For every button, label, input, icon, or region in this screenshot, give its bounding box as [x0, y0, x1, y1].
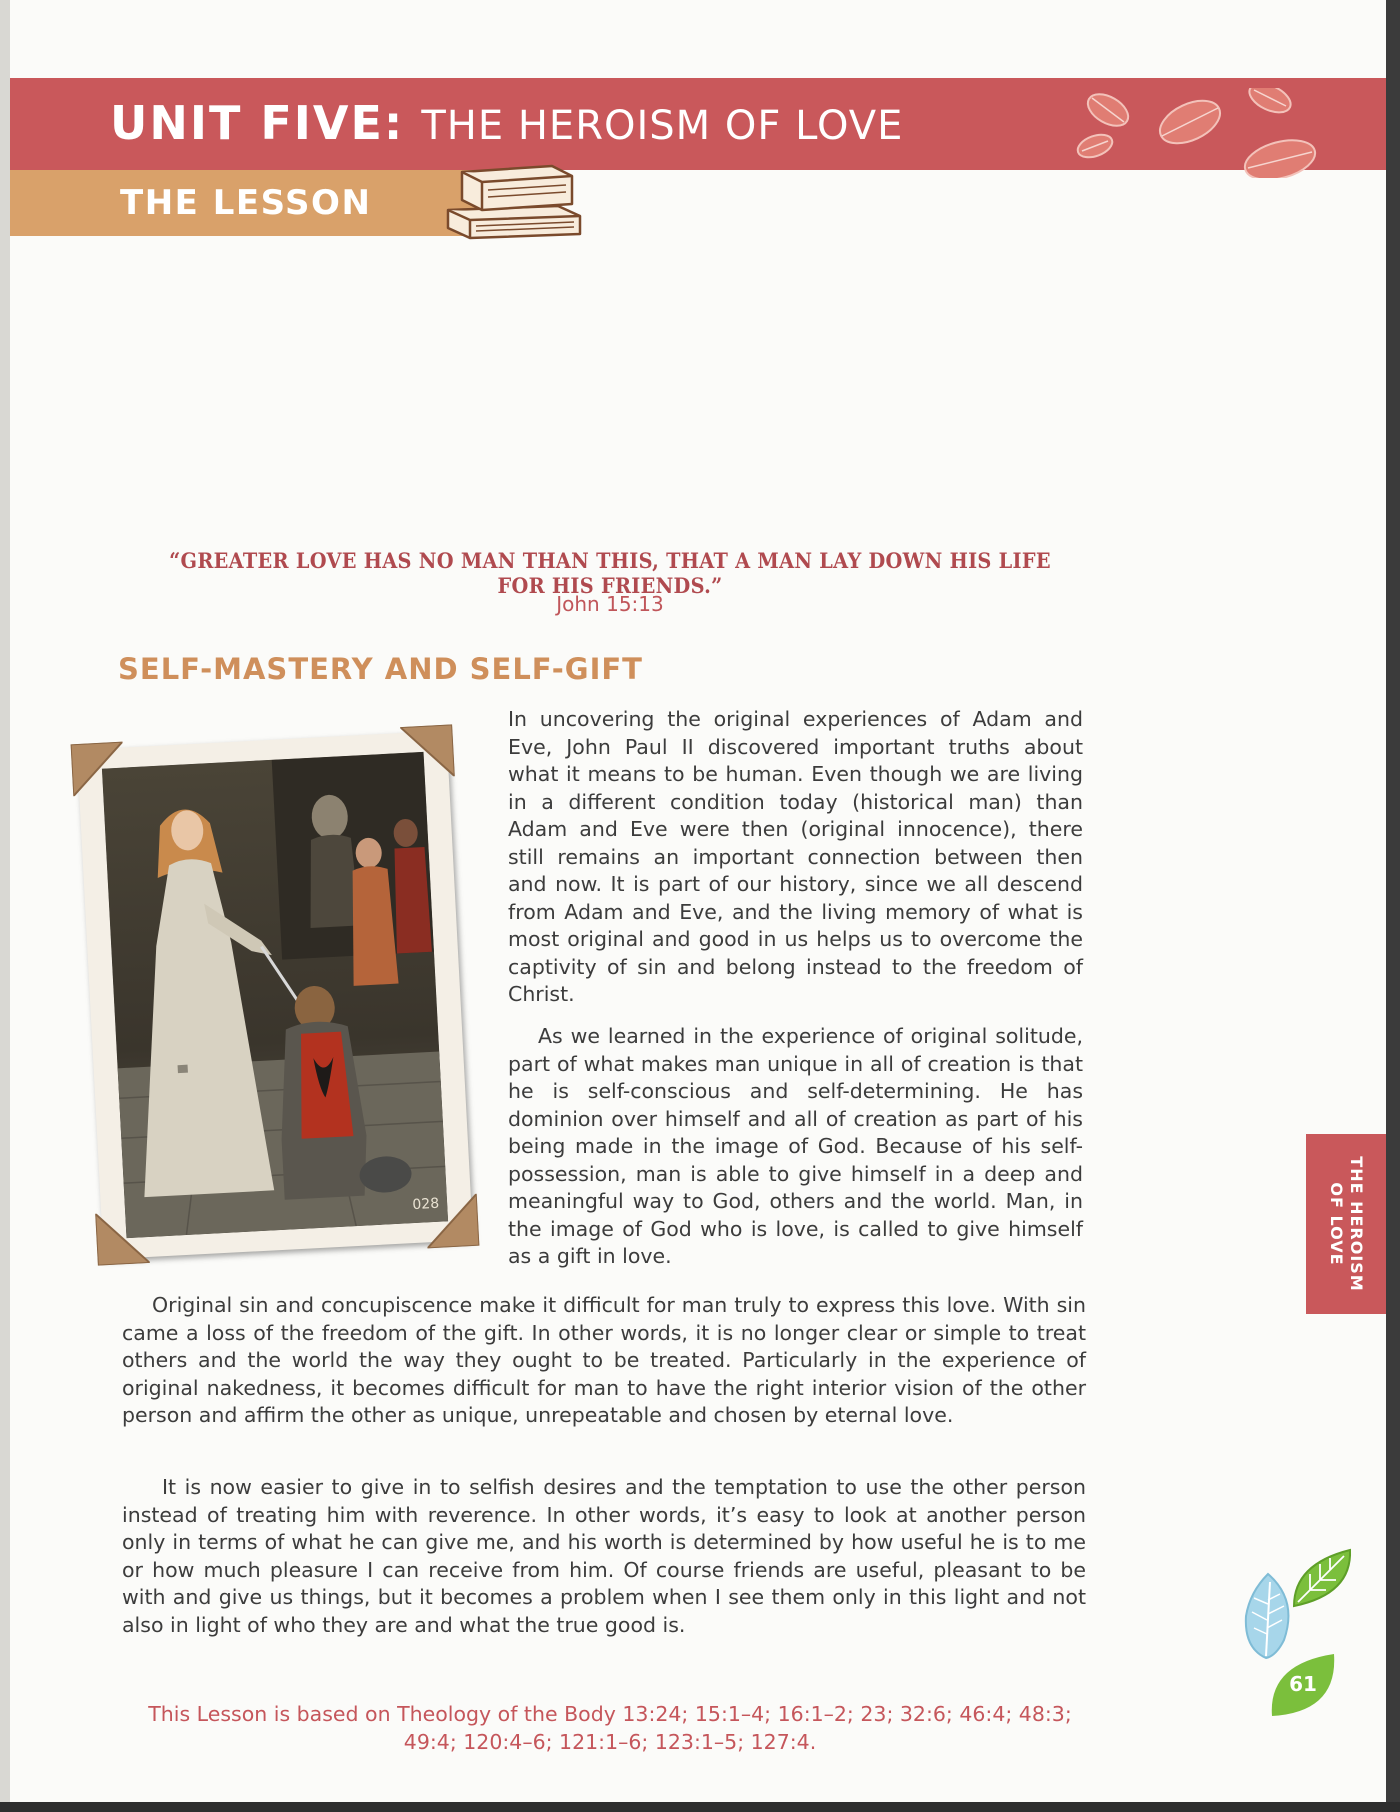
books-icon [440, 160, 590, 240]
green-leaf-icon [1290, 1546, 1354, 1610]
page-number: 61 [1289, 1672, 1317, 1696]
photo-corner-icon [400, 724, 455, 779]
photo-number: 028 [412, 1195, 440, 1214]
unit-label: UNIT FIVE: [110, 96, 405, 150]
photo-corner-icon [425, 1194, 480, 1249]
scripture-quote: “GREATER LOVE HAS NO MAN THAN THIS, THAT A MAN LAY DOWN HIS LIFE FOR HIS FRIENDS.” [169, 548, 1051, 598]
paragraph-2: As we learned in the experience of original solitude, part of what makes man unique in all of creation is that he is self-conscious and self-determining. He has dominion over himself and all of creation as part of his being made in the image of God. Because of his self-possession, man is able to give himself in a deep and meaningful way to God, others and the world. Man, in the image of God who is love, is called to give himself as a gift in love. [508, 1024, 1083, 1268]
unit-title [110, 96, 903, 150]
photo-corner-icon [71, 742, 126, 797]
side-tab-label [1326, 1156, 1366, 1291]
painting-illustration [102, 752, 448, 1238]
side-tab-line-1: THE HEROISM [1347, 1156, 1366, 1292]
unit-title-text: THE HEROISM OF LOVE [421, 103, 904, 149]
lesson-footnote: This Lesson is based on Theology of the Body 13:24; 15:1–4; 16:1–2; 23; 32:6; 46:4; 48:3; 49:4; 120:4–6; 121:1–6; 123:1–5; 127:4. [148, 1702, 1072, 1754]
section-heading: SELF-MASTERY AND SELF-GIFT [118, 652, 643, 686]
paragraph-4: It is now easier to give in to selfish desires and the temptation to use the other person instead of treating him with reverence. In other words, it’s easy to look at another person only in terms of what he can give me, and his worth is determined by how useful he is to me or how much pleasure I can receive from him. Of course friends are useful, pleasant to be with and give us things, but it becomes a problem when I see them only in this light and not also in light of who they are and what the true good is. [122, 1475, 1086, 1637]
photo-frame [77, 731, 473, 1260]
scripture-reference: John 15:13 [556, 592, 664, 616]
side-tab-line-2: OF LOVE [1327, 1182, 1346, 1266]
painting-accolade [102, 752, 448, 1238]
side-tab[interactable] [1306, 1134, 1386, 1314]
page-bottom-edge [0, 1802, 1400, 1812]
photo-corner-icon [95, 1211, 150, 1266]
page-binding-edge [0, 0, 10, 1812]
leaf-decoration-icon [1060, 88, 1380, 178]
lesson-label: THE LESSON [120, 183, 372, 223]
paragraph-1: In uncovering the original experiences of Adam and Eve, John Paul II discovered important truths about what it means to be human. Even though we are living in a different condition today (historical man) than Adam and Eve were then (original innocence), there still remains an important connection between then and now. It is part of our history, since we all descend from Adam and Eve, and the living memory of what is most original and good in us helps us to overcome the captivity of sin and belong instead to the freedom of Christ. [508, 707, 1083, 1006]
page-right-edge [1386, 0, 1400, 1812]
paragraph-3: Original sin and concupiscence make it difficult for man truly to express this love. With sin came a loss of the freedom of the gift. In other words, it is no longer clear or simple to treat others and the world the way they ought to be treated. Particularly in the experience of original nakedness, it becomes difficult for man to have the right interior vision of the other person and affirm the other as unique, unrepeatable and chosen by eternal love. [122, 1293, 1086, 1427]
